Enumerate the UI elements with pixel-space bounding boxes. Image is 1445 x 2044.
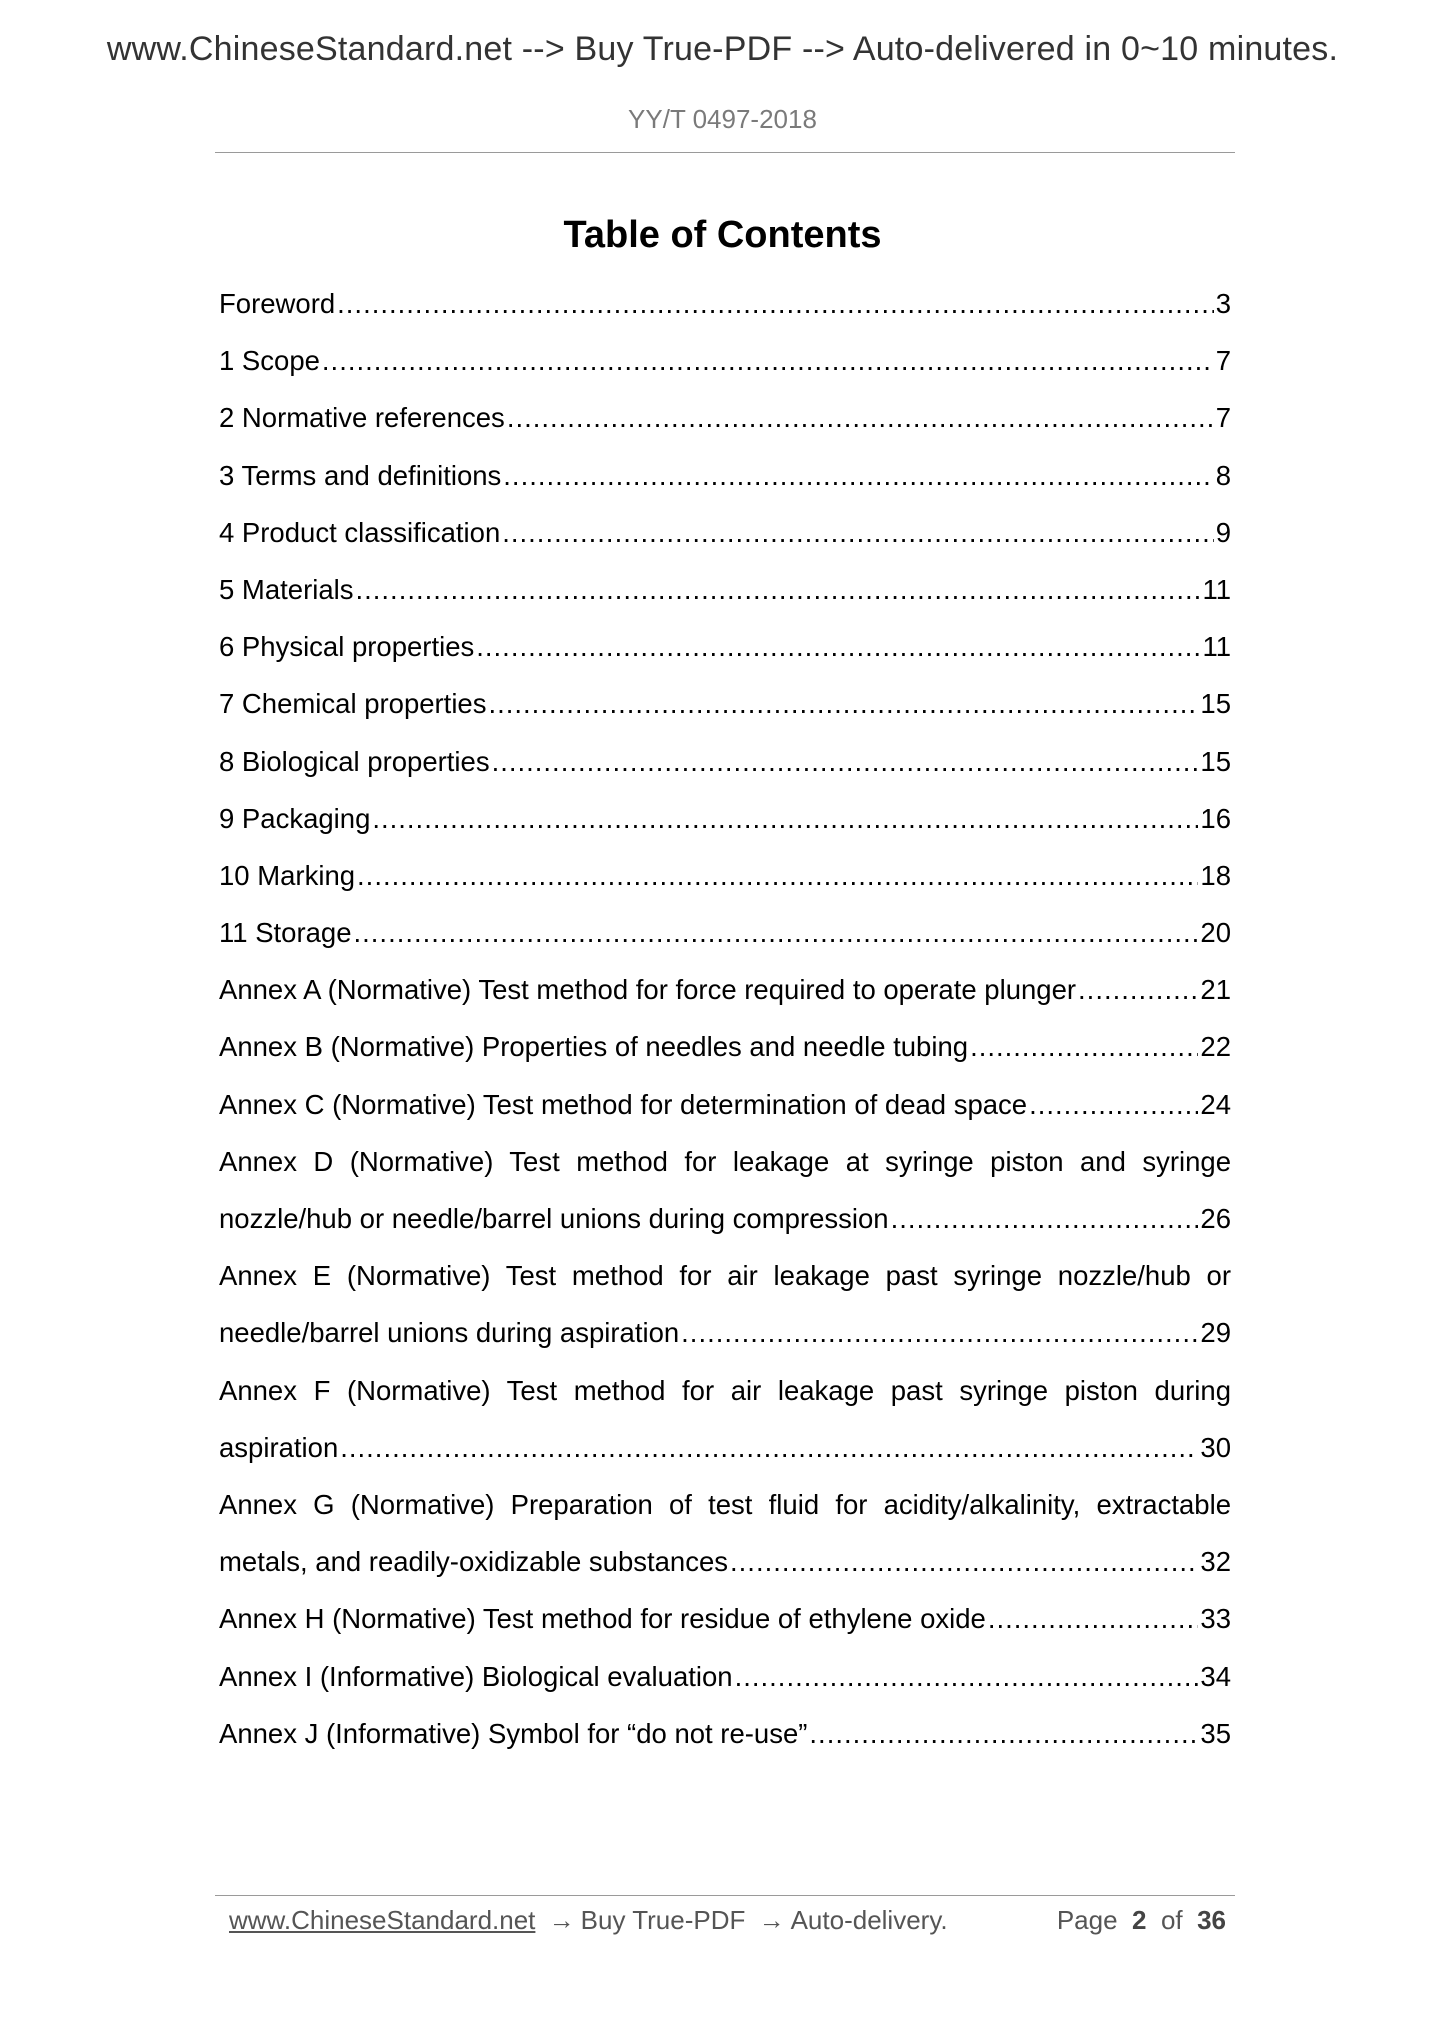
- footer-buy-text: Buy True-PDF: [580, 1905, 746, 1935]
- toc-entry-page: 15: [1200, 688, 1231, 720]
- page-title: Table of Contents: [563, 214, 882, 256]
- toc-dot-leader: [476, 618, 1200, 675]
- toc-dot-leader: [322, 332, 1214, 389]
- toc-entry-page: 11: [1202, 573, 1231, 605]
- toc-entry-title: 4 Product classification: [219, 516, 501, 548]
- toc-entry[interactable]: [219, 332, 1231, 389]
- toc-entry[interactable]: [219, 1190, 1231, 1247]
- toc-entry-first-line[interactable]: Annex F (Normative) Test method for air leakage past syringe piston during: [219, 1374, 1231, 1406]
- toc-dot-leader: [988, 1590, 1199, 1647]
- page-footer: [229, 1900, 1226, 1940]
- page-total: 36: [1197, 1905, 1226, 1935]
- toc-entry-title: Annex A (Normative) Test method for force required to operate plunger: [219, 974, 1077, 1006]
- toc-entry-title: 2 Normative references: [219, 402, 505, 434]
- footer-divider: [215, 1895, 1235, 1896]
- toc-entry-page: 18: [1200, 859, 1231, 891]
- toc-dot-leader: [1078, 961, 1198, 1018]
- toc-dot-leader: [970, 1018, 1198, 1075]
- toc-entry-title: nozzle/hub or needle/barrel unions during compression: [219, 1203, 889, 1234]
- toc-entry[interactable]: [219, 275, 1231, 332]
- toc-entry[interactable]: [219, 504, 1231, 561]
- toc-entry[interactable]: [219, 675, 1231, 732]
- toc-entry-title: Annex B (Normative) Properties of needles and needle tubing: [219, 1031, 969, 1063]
- toc-entry-page: 9: [1215, 516, 1231, 548]
- toc-entry-page: 32: [1200, 1546, 1231, 1578]
- toc-entry-title: needle/barrel unions during aspiration: [219, 1317, 680, 1349]
- arrow-right-icon: →: [548, 1905, 575, 1935]
- toc-entry-page: 15: [1200, 745, 1231, 777]
- table-of-contents: [219, 275, 1231, 1762]
- toc-dot-leader: [372, 790, 1198, 847]
- toc-entry[interactable]: [219, 1533, 1231, 1590]
- header-divider: [215, 152, 1235, 153]
- toc-entry-title: 9 Packaging: [219, 802, 371, 834]
- toc-entry-page: 11: [1202, 631, 1231, 663]
- toc-entry-page: 7: [1215, 345, 1231, 377]
- toc-entry-page: 7: [1215, 402, 1231, 434]
- toc-entry-title: Foreword: [219, 288, 336, 319]
- toc-entry-title: 7 Chemical properties: [219, 688, 487, 720]
- toc-entry-title: Annex H (Normative) Test method for residue of ethylene oxide: [219, 1603, 986, 1635]
- toc-entry-page: 26: [1200, 1203, 1231, 1234]
- page-current: 2: [1132, 1905, 1147, 1935]
- document-number: YY/T 0497-2018: [628, 104, 817, 134]
- toc-entry-page: 3: [1215, 288, 1231, 319]
- toc-entry[interactable]: [219, 1419, 1231, 1476]
- toc-dot-leader: [337, 275, 1214, 332]
- toc-entry-page: 30: [1200, 1431, 1231, 1463]
- toc-entry-title: 6 Physical properties: [219, 631, 475, 663]
- toc-entry-page: 33: [1200, 1603, 1231, 1635]
- toc-dot-leader: [340, 1419, 1198, 1476]
- toc-dot-leader: [354, 904, 1199, 961]
- toc-entry-page: 21: [1200, 974, 1231, 1006]
- page-indicator: [1057, 1900, 1226, 1940]
- toc-entry[interactable]: [219, 1705, 1231, 1762]
- toc-entry[interactable]: [219, 1018, 1231, 1075]
- toc-entry-first-line[interactable]: Annex D (Normative) Test method for leakage at syringe piston and syringe: [219, 1145, 1231, 1177]
- toc-entry-page: 35: [1200, 1717, 1231, 1749]
- toc-entry[interactable]: [219, 389, 1231, 446]
- toc-entry-title: aspiration: [219, 1431, 339, 1463]
- toc-dot-leader: [502, 504, 1213, 561]
- toc-dot-leader: [735, 1648, 1199, 1705]
- page-of: of: [1160, 1905, 1183, 1935]
- toc-dot-leader: [492, 733, 1199, 790]
- toc-dot-leader: [488, 675, 1198, 732]
- toc-entry-page: 29: [1200, 1317, 1231, 1349]
- toc-entry[interactable]: [219, 1076, 1231, 1133]
- toc-entry[interactable]: [219, 733, 1231, 790]
- toc-entry-title: Annex I (Informative) Biological evaluation: [219, 1660, 733, 1692]
- toc-entry[interactable]: [219, 561, 1231, 618]
- toc-entry-page: 22: [1200, 1031, 1231, 1063]
- toc-entry[interactable]: [219, 1648, 1231, 1705]
- toc-dot-leader: [507, 389, 1214, 446]
- toc-entry-page: 34: [1200, 1660, 1231, 1692]
- toc-entry-title: 1 Scope: [219, 345, 320, 377]
- toc-entry-title: Annex C (Normative) Test method for determination of dead space: [219, 1088, 1028, 1120]
- footer-site-link[interactable]: www.ChineseStandard.net: [229, 1905, 536, 1935]
- toc-entry[interactable]: [219, 961, 1231, 1018]
- footer-delivery-text: Auto-delivery.: [790, 1905, 948, 1935]
- toc-entry[interactable]: [219, 847, 1231, 904]
- page-label: Page: [1056, 1905, 1118, 1935]
- toc-entry-title: 5 Materials: [219, 573, 354, 605]
- arrow-right-icon: →: [758, 1905, 785, 1935]
- toc-dot-leader: [681, 1304, 1198, 1361]
- toc-entry-title: 11 Storage: [219, 917, 352, 949]
- toc-entry-first-line[interactable]: Annex G (Normative) Preparation of test fluid for acidity/alkalinity, extractable: [219, 1488, 1231, 1520]
- toc-entry-title: 10 Marking: [219, 859, 356, 891]
- toc-entry[interactable]: [219, 447, 1231, 504]
- toc-entry[interactable]: [219, 618, 1231, 675]
- toc-entry-page: 8: [1215, 459, 1231, 491]
- footer-promo: [229, 1900, 948, 1940]
- toc-entry-title: metals, and readily-oxidizable substances: [219, 1546, 729, 1578]
- toc-dot-leader: [356, 561, 1201, 618]
- toc-dot-leader: [891, 1190, 1199, 1247]
- toc-dot-leader: [1029, 1076, 1198, 1133]
- toc-entry[interactable]: [219, 790, 1231, 847]
- top-banner: www.ChineseStandard.net --> Buy True-PDF --> Auto-delivered in 0~10 minutes.: [106, 30, 1339, 68]
- toc-entry-first-line[interactable]: Annex E (Normative) Test method for air leakage past syringe nozzle/hub or: [219, 1260, 1231, 1292]
- toc-dot-leader: [730, 1533, 1198, 1590]
- toc-entry-title: 3 Terms and definitions: [219, 459, 502, 491]
- toc-entry-title: 8 Biological properties: [219, 745, 490, 777]
- toc-entry-page: 24: [1200, 1088, 1231, 1120]
- toc-dot-leader: [809, 1705, 1198, 1762]
- toc-entry-page: 20: [1200, 917, 1231, 949]
- toc-dot-leader: [503, 447, 1213, 504]
- toc-entry[interactable]: [219, 1304, 1231, 1361]
- toc-entry[interactable]: [219, 1590, 1231, 1647]
- toc-entry-page: 16: [1200, 802, 1231, 834]
- toc-entry[interactable]: [219, 904, 1231, 961]
- toc-entry-title: Annex J (Informative) Symbol for “do not re-use”: [219, 1717, 808, 1749]
- toc-dot-leader: [357, 847, 1198, 904]
